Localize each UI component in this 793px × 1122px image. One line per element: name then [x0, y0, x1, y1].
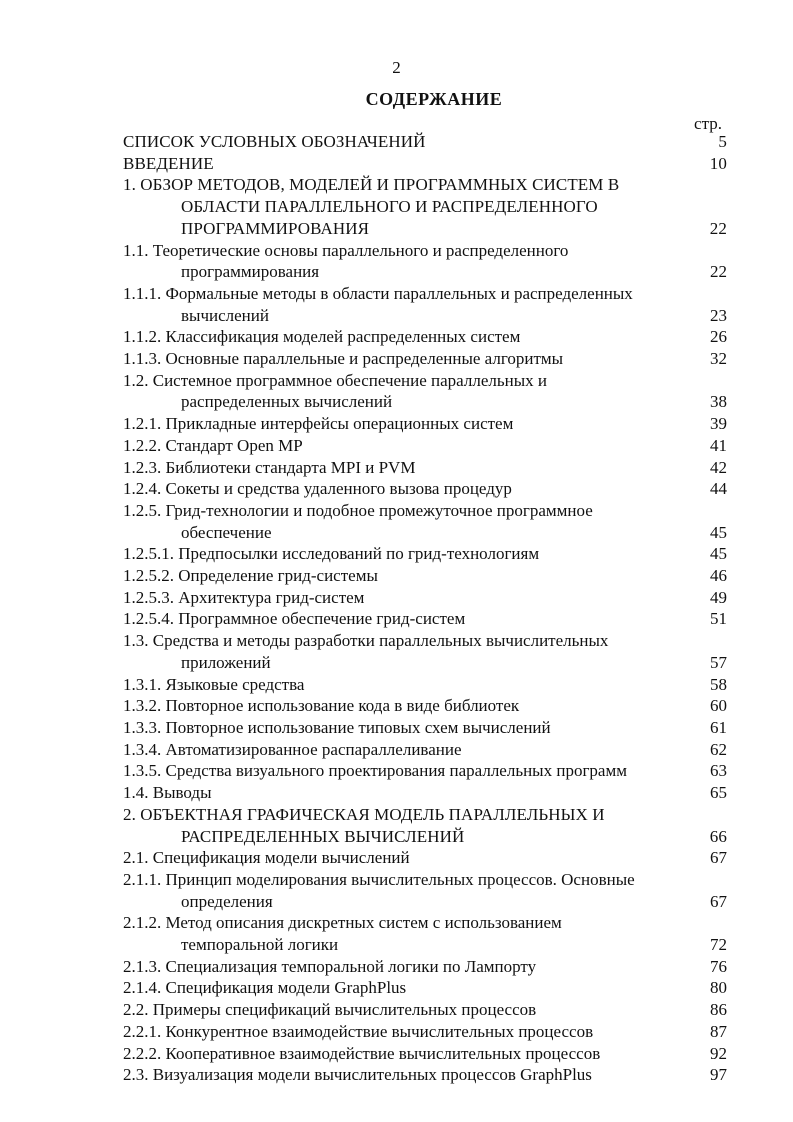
toc-entry-title [123, 565, 727, 587]
toc-entry-page: 49 [710, 587, 727, 607]
toc-entry-title [123, 782, 727, 804]
toc-entry-line: определения [181, 891, 273, 911]
toc-entry[interactable] [123, 543, 727, 565]
toc-entry-title [123, 1043, 727, 1065]
toc-entry-title [123, 435, 727, 457]
toc-entry-page: 22 [710, 262, 727, 282]
toc-entry-page: 67 [710, 891, 727, 911]
toc-entry[interactable] [123, 240, 727, 283]
toc-entry[interactable] [123, 869, 727, 912]
toc-entry-title [123, 717, 727, 739]
toc-entry-title [123, 608, 727, 630]
toc-entry-title [123, 174, 727, 239]
toc-entry-line: 1.3. Средства и методы разработки параллельных вычислительных [123, 631, 609, 651]
toc-entry-title [123, 131, 727, 153]
toc-entry-page: 10 [709, 153, 727, 173]
toc-entry-line: 2.1.4. Спецификация модели GraphPlus [123, 978, 407, 998]
toc-entry-line: 1.2.5.3. Архитектура грид-систем [123, 587, 365, 607]
toc-entry-page: 76 [710, 956, 727, 976]
toc-entry[interactable] [123, 478, 727, 500]
toc-entry-line: 2. ОБЪЕКТНАЯ ГРАФИЧЕСКАЯ МОДЕЛЬ ПАРАЛЛЕЛЬНЫХ И [123, 804, 605, 824]
toc-entry-page: 39 [710, 414, 727, 434]
toc-entry-line: темпоральной логики [181, 935, 339, 955]
toc-entry[interactable] [123, 717, 727, 739]
toc-entry-title [123, 1021, 727, 1043]
toc-entry[interactable] [123, 457, 727, 479]
toc-entry-title [123, 912, 727, 955]
toc-entry-line: 1.1.1. Формальные методы в области параллельных и распределенных [123, 283, 633, 303]
toc-entry-title [123, 630, 727, 673]
toc-entry-page: 65 [710, 783, 727, 803]
toc-entry-line: 1.2.5.2. Определение грид-системы [123, 566, 378, 586]
toc-entry[interactable] [123, 977, 727, 999]
toc-entry-page: 22 [709, 218, 727, 238]
toc-entry[interactable] [123, 435, 727, 457]
page-number: 2 [392, 58, 401, 77]
toc-entry[interactable] [123, 565, 727, 587]
toc-entry[interactable] [123, 283, 727, 326]
toc-entry-page: 97 [710, 1065, 727, 1085]
toc-entry-page: 57 [710, 652, 727, 672]
toc-entry-page: 72 [710, 935, 727, 955]
toc-entry[interactable] [123, 999, 727, 1021]
toc-entry[interactable] [123, 1021, 727, 1043]
toc-entry-page: 62 [710, 739, 727, 759]
toc-entry[interactable] [123, 674, 727, 696]
toc-entry[interactable] [123, 695, 727, 717]
toc-entry-title [123, 739, 727, 761]
toc-entry-line: СПИСОК УСЛОВНЫХ ОБОЗНАЧЕНИЙ [123, 132, 426, 151]
toc-entry-line: ОБЛАСТИ ПАРАЛЛЕЛЬНОГО И РАСПРЕДЕЛЕННОГО [181, 197, 598, 217]
toc-entry-title [123, 587, 727, 609]
toc-entry-title [123, 956, 727, 978]
toc-entry-title [123, 370, 727, 413]
toc-entry-title [123, 977, 727, 999]
toc-entry-line: 1. ОБЗОР МЕТОДОВ, МОДЕЛЕЙ И ПРОГРАММНЫХ СИСТЕМ В [123, 175, 620, 195]
toc-entry-page: 80 [710, 978, 727, 998]
toc-entry[interactable] [123, 500, 727, 543]
toc-entry-line: вычислений [181, 305, 269, 325]
toc-entry-line: программирования [181, 262, 320, 282]
toc-entry[interactable] [123, 1064, 727, 1086]
toc-entry-line: 1.1.3. Основные параллельные и распределенные алгоритмы [123, 349, 564, 369]
toc-entry-line: 1.3.4. Автоматизированное распараллеливание [123, 739, 462, 759]
toc-entry[interactable] [123, 174, 727, 239]
toc-entry-line: РАСПРЕДЕЛЕННЫХ ВЫЧИСЛЕНИЙ [181, 826, 465, 846]
table-of-contents [123, 131, 727, 1086]
toc-entry[interactable] [123, 804, 727, 847]
toc-entry-page: 67 [710, 848, 727, 868]
toc-entry-title [123, 847, 727, 869]
toc-entry[interactable] [123, 630, 727, 673]
toc-entry-line: 2.3. Визуализация модели вычислительных процессов GraphPlus [123, 1065, 592, 1085]
toc-entry-line: 1.3.1. Языковые средства [123, 674, 305, 694]
toc-entry-line: 2.2.1. Конкурентное взаимодействие вычислительных процессов [123, 1021, 594, 1041]
toc-entry-page: 58 [710, 674, 727, 694]
toc-entry-line: 2.1.1. Принцип моделирования вычислительных процессов. Основные [123, 869, 635, 889]
toc-entry-line: 1.3.2. Повторное использование кода в виде библиотек [123, 696, 520, 716]
toc-entry-line: 1.2.2. Стандарт Open MP [123, 435, 303, 455]
toc-entry-title [123, 500, 727, 543]
toc-entry-title [123, 1064, 727, 1086]
toc-entry-line: ПРОГРАММИРОВАНИЯ [181, 218, 370, 238]
toc-entry-line: 1.2.1. Прикладные интерфейсы операционных систем [123, 414, 514, 434]
toc-entry-page: 86 [710, 1000, 727, 1020]
toc-entry[interactable] [123, 847, 727, 869]
toc-entry-title [123, 413, 727, 435]
toc-entry-title [123, 695, 727, 717]
toc-entry-page: 38 [710, 392, 727, 412]
toc-entry-page: 60 [710, 696, 727, 716]
toc-entry-title [123, 326, 727, 348]
toc-entry-page: 63 [710, 761, 727, 781]
toc-entry[interactable] [123, 956, 727, 978]
toc-entry-line: 1.2.5. Грид-технологии и подобное промежуточное программное [123, 500, 593, 520]
toc-entry-line: 1.2.5.1. Предпосылки исследований по грид-технологиям [123, 544, 540, 564]
toc-entry[interactable] [123, 1043, 727, 1065]
toc-entry[interactable] [123, 326, 727, 348]
toc-entry-line: 2.1.2. Метод описания дискретных систем с использованием [123, 913, 562, 933]
toc-entry-page: 51 [710, 609, 727, 629]
toc-entry[interactable] [123, 912, 727, 955]
toc-entry-title [123, 478, 727, 500]
toc-entry-page: 45 [710, 544, 727, 564]
toc-entry-line: 2.1.3. Специализация темпоральной логики по Лампорту [123, 956, 537, 976]
toc-entry-title [123, 869, 727, 912]
toc-entry[interactable] [123, 739, 727, 761]
toc-entry-title [123, 674, 727, 696]
toc-entry-line: 1.3.3. Повторное использование типовых схем вычислений [123, 717, 551, 737]
toc-entry-title [123, 760, 727, 782]
toc-entry-page: 26 [710, 327, 727, 347]
toc-entry-line: 1.1. Теоретические основы параллельного и распределенного [123, 240, 569, 260]
toc-entry-page: 23 [710, 305, 727, 325]
toc-entry-page: 46 [710, 566, 727, 586]
toc-entry-title [123, 543, 727, 565]
toc-entry-title [123, 348, 727, 370]
toc-title: СОДЕРЖАНИЕ [365, 89, 503, 109]
toc-entry-title [123, 804, 727, 847]
toc-entry-title [123, 283, 727, 326]
toc-entry-line: 2.2. Примеры спецификаций вычислительных процессов [123, 1000, 537, 1020]
toc-entry-line: ВВЕДЕНИЕ [123, 153, 214, 173]
toc-entry-page: 87 [710, 1021, 727, 1041]
toc-entry[interactable] [123, 370, 727, 413]
toc-entry-line: 1.2. Системное программное обеспечение параллельных и [123, 370, 547, 390]
toc-entry-line: 1.1.2. Классификация моделей распределенных систем [123, 327, 521, 347]
toc-entry-line: приложений [181, 652, 271, 672]
toc-entry-page: 92 [710, 1043, 727, 1063]
toc-entry-line: обеспечение [181, 522, 272, 542]
toc-entry-line: 2.1. Спецификация модели вычислений [123, 848, 410, 868]
toc-entry-title [123, 457, 727, 479]
toc-entry[interactable] [123, 348, 727, 370]
toc-entry-page: 41 [710, 435, 727, 455]
toc-entry[interactable] [123, 587, 727, 609]
toc-entry-line: распределенных вычислений [181, 392, 393, 412]
toc-entry[interactable] [123, 760, 727, 782]
toc-entry-page: 61 [710, 717, 727, 737]
toc-entry-line: 1.3.5. Средства визуального проектирования параллельных программ [123, 761, 627, 781]
toc-entry-page: 32 [710, 349, 727, 369]
toc-entry-title [123, 999, 727, 1021]
toc-entry-line: 1.2.3. Библиотеки стандарта MPI и PVM [123, 457, 416, 477]
toc-entry[interactable] [123, 131, 727, 153]
toc-entry-title [123, 153, 727, 175]
toc-entry[interactable] [123, 608, 727, 630]
page-column-label: стр. [694, 114, 722, 133]
toc-entry-page: 44 [710, 479, 727, 499]
toc-entry-page: 45 [710, 522, 727, 542]
toc-entry-line: 1.2.4. Сокеты и средства удаленного вызова процедур [123, 479, 512, 499]
toc-entry-page: 5 [718, 132, 727, 151]
toc-entry-title [123, 240, 727, 283]
toc-entry-page: 42 [710, 457, 727, 477]
toc-entry-line: 2.2.2. Кооперативное взаимодействие вычислительных процессов [123, 1043, 601, 1063]
toc-entry[interactable] [123, 413, 727, 435]
toc-entry[interactable] [123, 153, 727, 175]
toc-entry[interactable] [123, 782, 727, 804]
toc-entry-page: 66 [709, 826, 727, 846]
toc-entry-line: 1.2.5.4. Программное обеспечение грид-систем [123, 609, 466, 629]
toc-entry-line: 1.4. Выводы [123, 783, 212, 803]
